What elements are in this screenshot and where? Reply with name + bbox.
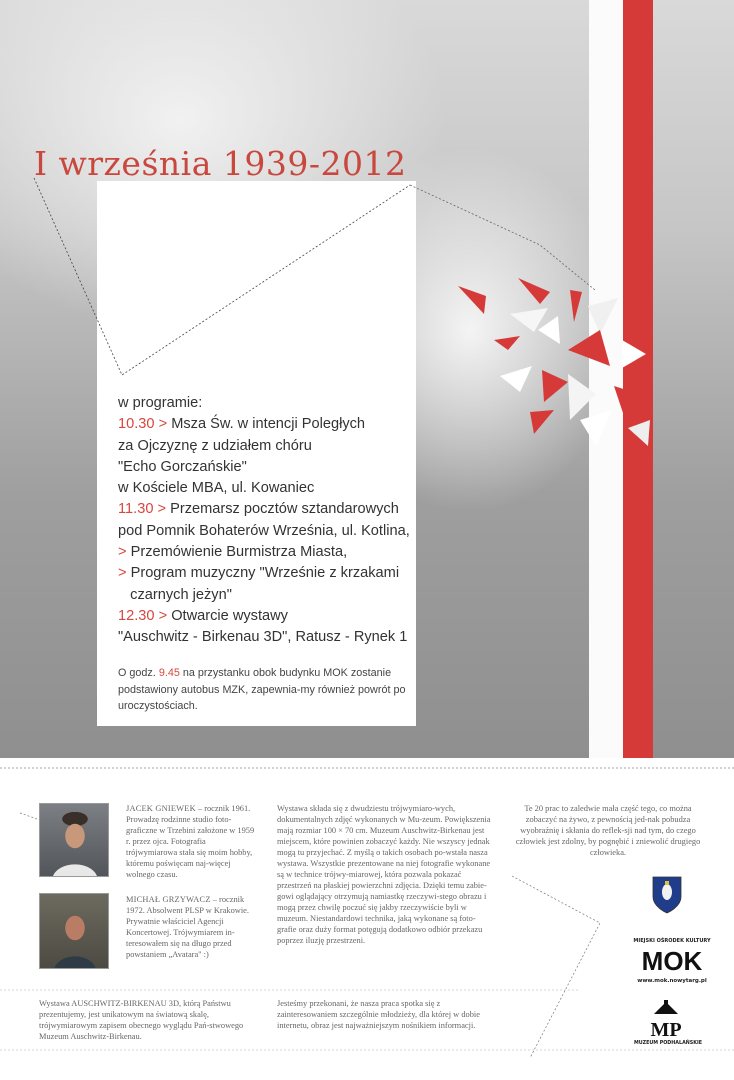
shattered-flag-graphic [450,270,670,470]
mok-logo [632,946,712,974]
mok-website: www.mok.nowytarg.pl [637,978,707,984]
program-item: > Przemówienie Burmistrza Miasta, [118,544,348,561]
exhibition-intro: Wystawa AUSCHWITZ-BIRKENAU 3D, którą Państwu prezentujemy, jest unikatowym na światową skalę, trójwymiarowym zapisem obecnego wyglądu Pań-stwowego Muzeum Auschwitz-Birkenau. [39,999,244,1041]
program-item: 11.30 > Przemarsz pocztów sztandarowych [118,501,399,518]
author-bio-2: MICHAŁ GRZYWACZ – rocznik 1972. Absolwent PLSP w Krakowie. Prywatnie właściciel Agencji Koncertowej. Trójwymiarem in-teresowałem się na długo przed powstaniem „Avatara" :) [126,895,249,959]
exhibition-reflection: Te 20 prac to zaledwie mała część tego, co można zobaczyć na żywo, z pewnością jed-nak pobudza wyobraźnię i skłania do reflek-sji nad tym, do czego człowiek jest zdolny, by pognębić i zniewolić drugiego człowieka. [515,804,701,857]
program-list [118,393,418,649]
program-item: 12.30 > Otwarcie wystawy [118,607,288,624]
mok-caption: MIEJSKI OŚRODEK KULTURY [633,938,711,944]
bus-note: O godz. 9.45 na przystanku obok budynku MOK zostanie podstawiony autobus MZK, zapewnia-my również powrót po uroczystościach. [118,667,406,712]
info-section [0,758,734,1080]
program-item: "Echo Gorczańskie" [118,458,247,475]
exhibition-description: Wystawa składa się z dwudziestu trójwymiaro-wych, dokumentalnych zdjęć wykonanych w Mu-zeum. Powiększenia mają rozmiar 100 × 70 cm. Muzeum Auschwitz-Birkenau jest miejscem, które powinien zobaczyć każdy. Nie wszyscy jednak mogą tu przyjechać. Z myślą o takich osobach po-wstała nasza wystawa. Wszystkie prezentowane na niej fotografie wykonane są w technice trójwy-miarowej, która pozwala pokazać przestrzeń na płaskiej powierzchni zdjęcia. Dzięki temu zabie-gowi oglądający otrzymują namiastkę rzeczywi-stego obrazu i mogą przez chwilę poczuć się jakby rzeczywiście byli w muzeum. Niestandardowi technika, jaką wykonane są foto-grafie oraz duży format potęgują dodatkowo odbiór przekazu poprzez iluzję przestrzeni. [277,804,491,945]
program-item: "Auschwitz - Birkenau 3D", Ratusz - Rynek 1 [118,629,408,646]
author-bio-1: JACEK GNIEWEK – rocznik 1961. Prowadzę rodzinne studio foto-graficzne w Trzebini założone w 1959 r. przez ojca. Fotografia trójwymiarowa stała się moim hobby, któremu poświęcam naj-więcej wolnego czasu. [126,804,255,879]
program-item: > Program muzyczny "Wrześnie z krzakami [118,565,400,582]
museum-name: MUZEUM PODHALAŃSKIE [633,1041,703,1046]
museum-logo [648,1000,684,1040]
program-item: za Ojczyznę z udziałem chóru [118,437,312,454]
program-panel [97,181,416,726]
program-heading: w programie: [118,395,203,411]
program-item: 10.30 > Msza Św. w intencji Poległych [118,416,366,433]
program-item: czarnych jeżyn" [130,586,232,603]
page-title: I września 1939-2012 [34,144,407,183]
author-photo-1 [39,803,109,877]
program-item: pod Pomnik Bohaterów Września, ul. Kotlina, [118,522,410,539]
town-crest-icon [651,875,683,915]
exhibition-closing: Jesteśmy przekonani, że nasza praca spotka się z zainteresowaniem szczególnie młodzieży, dla której w dobie internetu, obraz jest najważniejszym nośnikiem informacji. [277,999,480,1030]
svg-text:MP: MP [650,1019,682,1040]
program-item: w Kościele MBA, ul. Kowaniec [118,480,315,497]
svg-text:MOK: MOK [641,946,703,974]
author-photo-2 [39,893,109,969]
